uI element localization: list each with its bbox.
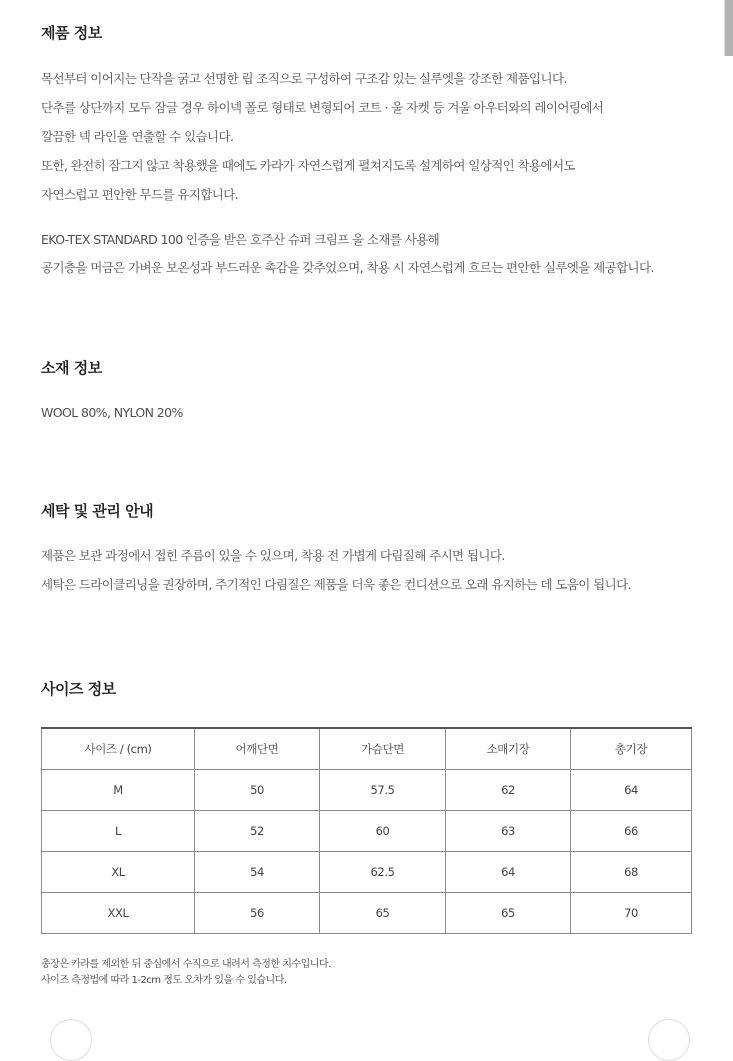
- material-info-title: 소재 정보: [41, 359, 102, 377]
- product-info-paragraph: 깔끔한 넥 라인을 연출할 수 있습니다.: [41, 129, 234, 144]
- cell-size: XXL: [42, 893, 195, 934]
- cell-total-length: 70: [571, 893, 692, 934]
- cell-shoulder: 50: [195, 770, 320, 811]
- cell-sleeve: 63: [446, 811, 571, 852]
- cell-chest: 62.5: [320, 852, 446, 893]
- cell-sleeve: 65: [446, 893, 571, 934]
- product-info-paragraph: 목선부터 이어지는 단작을 굵고 선명한 립 조직으로 구성하여 구조감 있는 실루엣을 강조한 제품입니다.: [41, 71, 567, 86]
- scrollbar-thumb[interactable]: [724, 0, 733, 56]
- table-row: [42, 852, 692, 893]
- product-info-paragraph: 자연스럽고 편안한 무드를 유지합니다.: [41, 187, 239, 202]
- size-table: [41, 727, 692, 934]
- product-info-paragraph: EKO-TEX STANDARD 100 인증을 받은 호주산 슈퍼 크림프 울 소재를 사용해: [41, 232, 440, 247]
- material-composition: WOOL 80%, NYLON 20%: [41, 405, 183, 420]
- product-info-paragraph: 공기층을 머금은 가벼운 보온성과 부드러운 촉감을 갖추었으며, 착용 시 자연스럽게 흐르는 편안한 실루엣을 제공합니다.: [41, 260, 654, 275]
- cell-chest: 57.5: [320, 770, 446, 811]
- cell-size: M: [42, 770, 195, 811]
- column-header-shoulder: 어깨단면: [195, 728, 320, 770]
- table-row: [42, 811, 692, 852]
- cell-shoulder: 54: [195, 852, 320, 893]
- cell-sleeve: 64: [446, 852, 571, 893]
- column-header-chest: 가슴단면: [320, 728, 446, 770]
- size-note: 총장은 카라를 제외한 뒤 중심에서 수직으로 내려서 측정한 치수입니다.: [41, 959, 331, 970]
- product-info-paragraph: 단추를 상단까지 모두 잠글 경우 하이넥 폴로 형태로 변형되어 코트 · 울 자켓 등 겨울 아우터와의 레이어링에서: [41, 100, 604, 115]
- cell-shoulder: 56: [195, 893, 320, 934]
- cell-sleeve: 62: [446, 770, 571, 811]
- cell-total-length: 68: [571, 852, 692, 893]
- cell-chest: 65: [320, 893, 446, 934]
- cell-chest: 60: [320, 811, 446, 852]
- size-info-title: 사이즈 정보: [41, 680, 116, 698]
- column-header-size: 사이즈 / (cm): [42, 728, 195, 770]
- care-info-paragraph: 세탁은 드라이클리닝을 권장하며, 주기적인 다림질은 제품을 더욱 좋은 컨디션으로 오래 유지하는 데 도움이 됩니다.: [41, 577, 631, 592]
- table-row: [42, 893, 692, 934]
- table-row: [42, 770, 692, 811]
- care-info-paragraph: 제품은 보관 과정에서 접힌 주름이 있을 수 있으며, 착용 전 가볍게 다림질해 주시면 됩니다.: [41, 548, 505, 563]
- carousel-prev-button[interactable]: [50, 1019, 92, 1061]
- cell-shoulder: 52: [195, 811, 320, 852]
- table-header-row: [42, 728, 692, 770]
- column-header-total-length: 총기장: [571, 728, 692, 770]
- carousel-next-button[interactable]: [648, 1019, 690, 1061]
- product-info-paragraph: 또한, 완전히 잠그지 않고 착용했을 때에도 카라가 자연스럽게 펼쳐지도록 설계하여 일상적인 착용에서도: [41, 158, 575, 173]
- care-info-title: 세탁 및 관리 안내: [41, 502, 154, 520]
- product-info-title: 제품 정보: [41, 24, 102, 42]
- column-header-sleeve: 소매기장: [446, 728, 571, 770]
- cell-size: L: [42, 811, 195, 852]
- size-note: 사이즈 측정법에 따라 1-2cm 정도 오차가 있을 수 있습니다.: [41, 975, 287, 986]
- cell-size: XL: [42, 852, 195, 893]
- cell-total-length: 64: [571, 770, 692, 811]
- cell-total-length: 66: [571, 811, 692, 852]
